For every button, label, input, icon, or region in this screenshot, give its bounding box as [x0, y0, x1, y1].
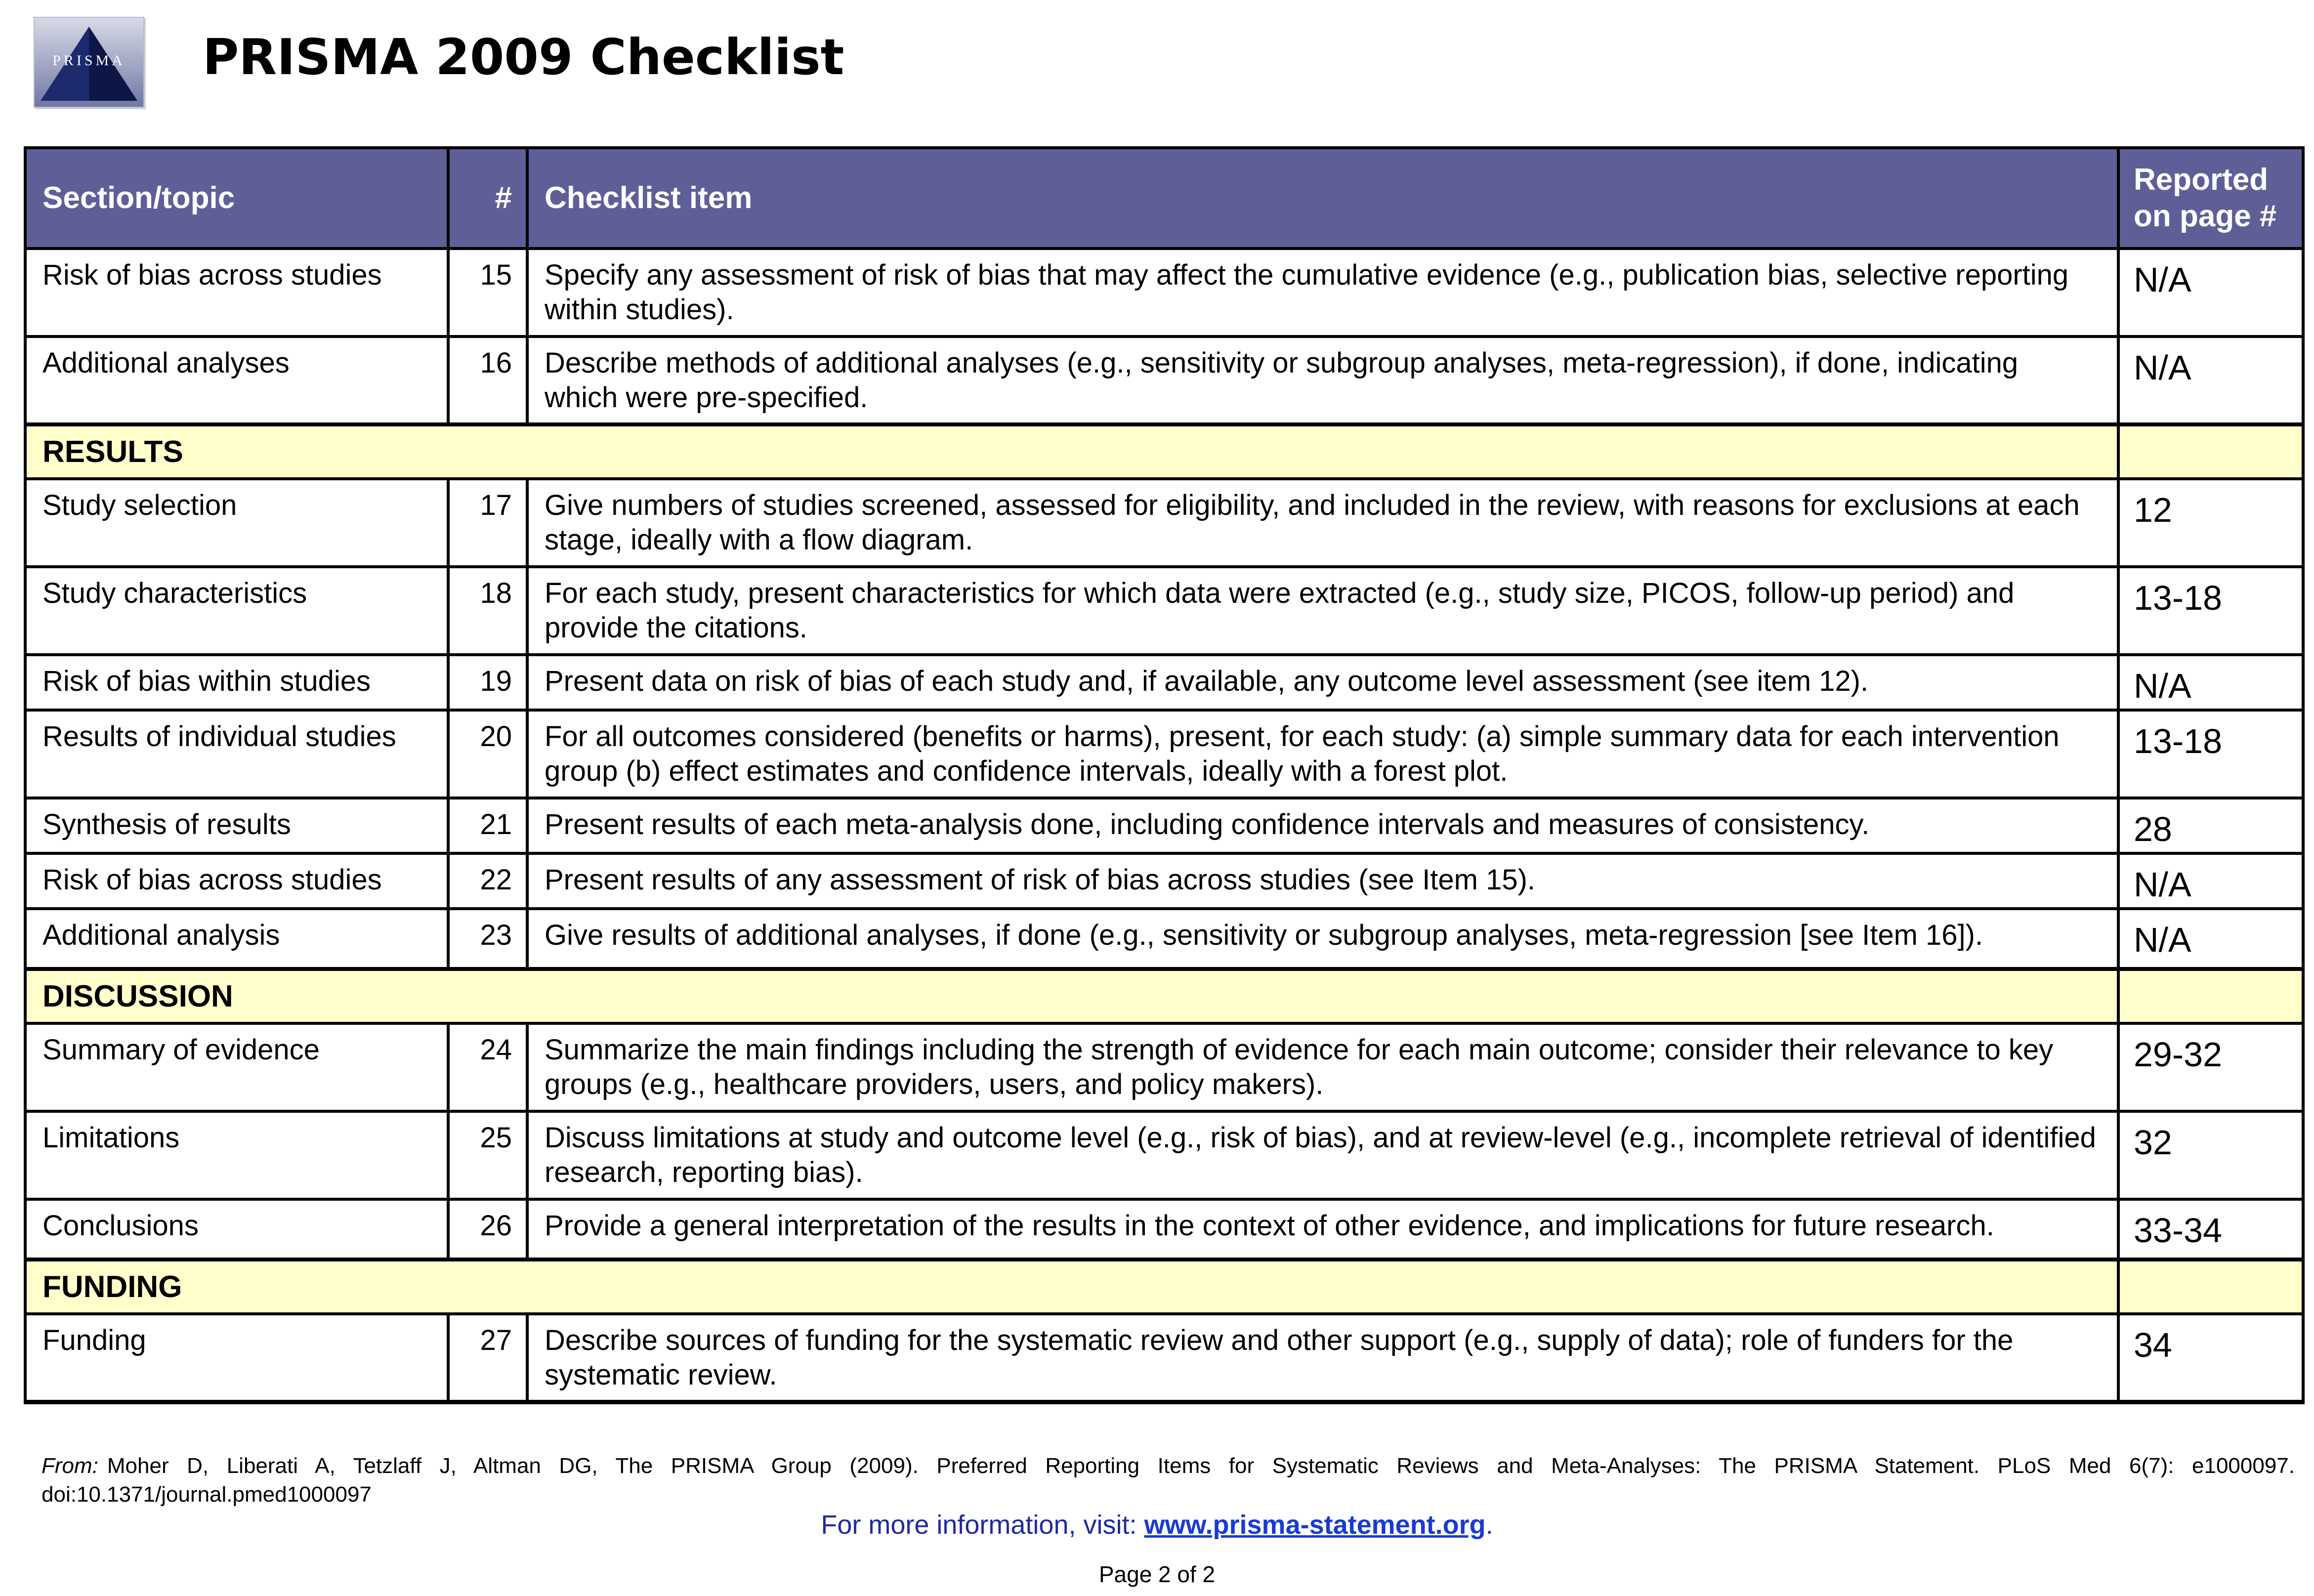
checklist-item-cell: Specify any assessment of risk of bias that may affect the cumulative evidence (e.g., publication bias, selective reporting within studies).: [527, 249, 2118, 336]
reported-page-cell: 13-18: [2118, 710, 2303, 798]
checklist-item-cell: Present results of each meta-analysis done, including confidence intervals and measures of consistency.: [527, 798, 2118, 853]
page-number: Page 2 of 2: [1098, 1561, 1216, 1587]
column-header-section: Section/topic: [25, 148, 448, 249]
table-row: [25, 336, 2303, 424]
reported-page-cell: 33-34: [2118, 1199, 2303, 1260]
item-number-cell: 21: [448, 798, 527, 853]
citation-text: Moher D, Liberati A, Tetzlaff J, Altman DG, The PRISMA Group (2009). Preferred Reporting Items for Systematic Reviews and Meta-Analyses: The PRISMA Statement. PLoS Med 6(7): e1000097. doi:10.1371/journal.pmed1000097: [42, 1454, 2295, 1507]
checklist-item-cell: Present results of any assessment of risk of bias across studies (see Item 15).: [527, 853, 2118, 909]
website-link[interactable]: www.prisma-statement.org: [1144, 1510, 1486, 1540]
item-number-cell: 20: [448, 710, 527, 798]
item-number-cell: 27: [448, 1314, 527, 1402]
section-cell: Additional analysis: [25, 909, 448, 969]
table-row: [25, 909, 2303, 969]
table-row: [25, 798, 2303, 853]
item-number-cell: 15: [448, 249, 527, 336]
more-info-suffix: .: [1485, 1510, 1493, 1540]
group-heading: RESULTS: [25, 424, 2118, 479]
item-number-cell: 19: [448, 655, 527, 710]
table-row: [25, 853, 2303, 909]
column-header-page: Reported on page #: [2118, 148, 2303, 249]
reported-page-cell: 34: [2118, 1314, 2303, 1402]
section-cell: Risk of bias across studies: [25, 853, 448, 909]
group-row-funding: [25, 1260, 2303, 1314]
section-cell: Risk of bias within studies: [25, 655, 448, 710]
reported-page-cell: N/A: [2118, 655, 2303, 710]
checklist-item-cell: Give results of additional analyses, if done (e.g., sensitivity or subgroup analyses, meta-regression [see Item 16]).: [527, 909, 2118, 969]
item-number-cell: 18: [448, 567, 527, 655]
more-info-line: [0, 1509, 2314, 1541]
checklist-item-cell: Discuss limitations at study and outcome level (e.g., risk of bias), and at review-level (e.g., incomplete retrieval of identified research, reporting bias).: [527, 1111, 2118, 1199]
group-page-cell: [2118, 1260, 2303, 1314]
checklist-item-cell: Give numbers of studies screened, assessed for eligibility, and included in the review, with reasons for exclusions at each stage, ideally with a flow diagram.: [527, 479, 2118, 567]
item-number-cell: 22: [448, 853, 527, 909]
table-row: [25, 710, 2303, 798]
table-row: [25, 567, 2303, 655]
logo-text: PRISMA: [52, 52, 126, 69]
section-cell: Conclusions: [25, 1199, 448, 1260]
reported-page-cell: N/A: [2118, 909, 2303, 969]
table-row: [25, 1199, 2303, 1260]
checklist-item-cell: For all outcomes considered (benefits or harms), present, for each study: (a) simple summary data for each intervention group (b) effect estimates and confidence intervals, ideally with a forest plot.: [527, 710, 2118, 798]
group-page-cell: [2118, 424, 2303, 479]
item-number-cell: 25: [448, 1111, 527, 1199]
checklist-table: [24, 146, 2305, 1404]
reported-page-cell: N/A: [2118, 853, 2303, 909]
checklist-item-cell: Describe methods of additional analyses (e.g., sensitivity or subgroup analyses, meta-regression), if done, indicating which were pre-specified.: [527, 336, 2118, 424]
section-cell: Synthesis of results: [25, 798, 448, 853]
group-row-discussion: [25, 969, 2303, 1023]
checklist-item-cell: Describe sources of funding for the systematic review and other support (e.g., supply of data); role of funders for the systematic review.: [527, 1314, 2118, 1402]
table-row: [25, 1111, 2303, 1199]
group-heading: DISCUSSION: [25, 969, 2118, 1023]
checklist-item-cell: Provide a general interpretation of the results in the context of other evidence, and implications for future research.: [527, 1199, 2118, 1260]
table-header-row: [25, 148, 2303, 249]
item-number-cell: 23: [448, 909, 527, 969]
reported-page-cell: N/A: [2118, 249, 2303, 336]
section-cell: Study selection: [25, 479, 448, 567]
reported-page-cell: N/A: [2118, 336, 2303, 424]
section-cell: Results of individual studies: [25, 710, 448, 798]
column-header-item: Checklist item: [527, 148, 2118, 249]
reported-page-cell: 12: [2118, 479, 2303, 567]
reported-page-cell: 13-18: [2118, 567, 2303, 655]
group-row-results: [25, 424, 2303, 479]
section-cell: Funding: [25, 1314, 448, 1402]
table-row: [25, 249, 2303, 336]
item-number-cell: 16: [448, 336, 527, 424]
citation: [42, 1452, 2295, 1509]
table-row: [25, 479, 2303, 567]
checklist-item-cell: Summarize the main findings including the strength of evidence for each main outcome; consider their relevance to key groups (e.g., healthcare providers, users, and policy makers).: [527, 1023, 2118, 1111]
section-cell: Risk of bias across studies: [25, 249, 448, 336]
table-row: [25, 1314, 2303, 1402]
reported-page-cell: 32: [2118, 1111, 2303, 1199]
reported-page-cell: 29-32: [2118, 1023, 2303, 1111]
prisma-logo: [34, 17, 144, 108]
column-header-number: #: [448, 148, 527, 249]
group-page-cell: [2118, 969, 2303, 1023]
item-number-cell: 26: [448, 1199, 527, 1260]
reported-page-cell: 28: [2118, 798, 2303, 853]
group-heading: FUNDING: [25, 1260, 2118, 1314]
checklist-item-cell: Present data on risk of bias of each study and, if available, any outcome level assessment (see item 12).: [527, 655, 2118, 710]
item-number-cell: 24: [448, 1023, 527, 1111]
section-cell: Summary of evidence: [25, 1023, 448, 1111]
section-cell: Additional analyses: [25, 336, 448, 424]
checklist-item-cell: For each study, present characteristics for which data were extracted (e.g., study size, PICOS, follow-up period) and provide the citations.: [527, 567, 2118, 655]
item-number-cell: 17: [448, 479, 527, 567]
page-title: PRISMA 2009 Checklist: [203, 28, 844, 86]
more-info-prefix: For more information, visit:: [821, 1510, 1137, 1540]
section-cell: Limitations: [25, 1111, 448, 1199]
table-row: [25, 1023, 2303, 1111]
section-cell: Study characteristics: [25, 567, 448, 655]
citation-from-label: From:: [42, 1454, 98, 1478]
table-row: [25, 655, 2303, 710]
